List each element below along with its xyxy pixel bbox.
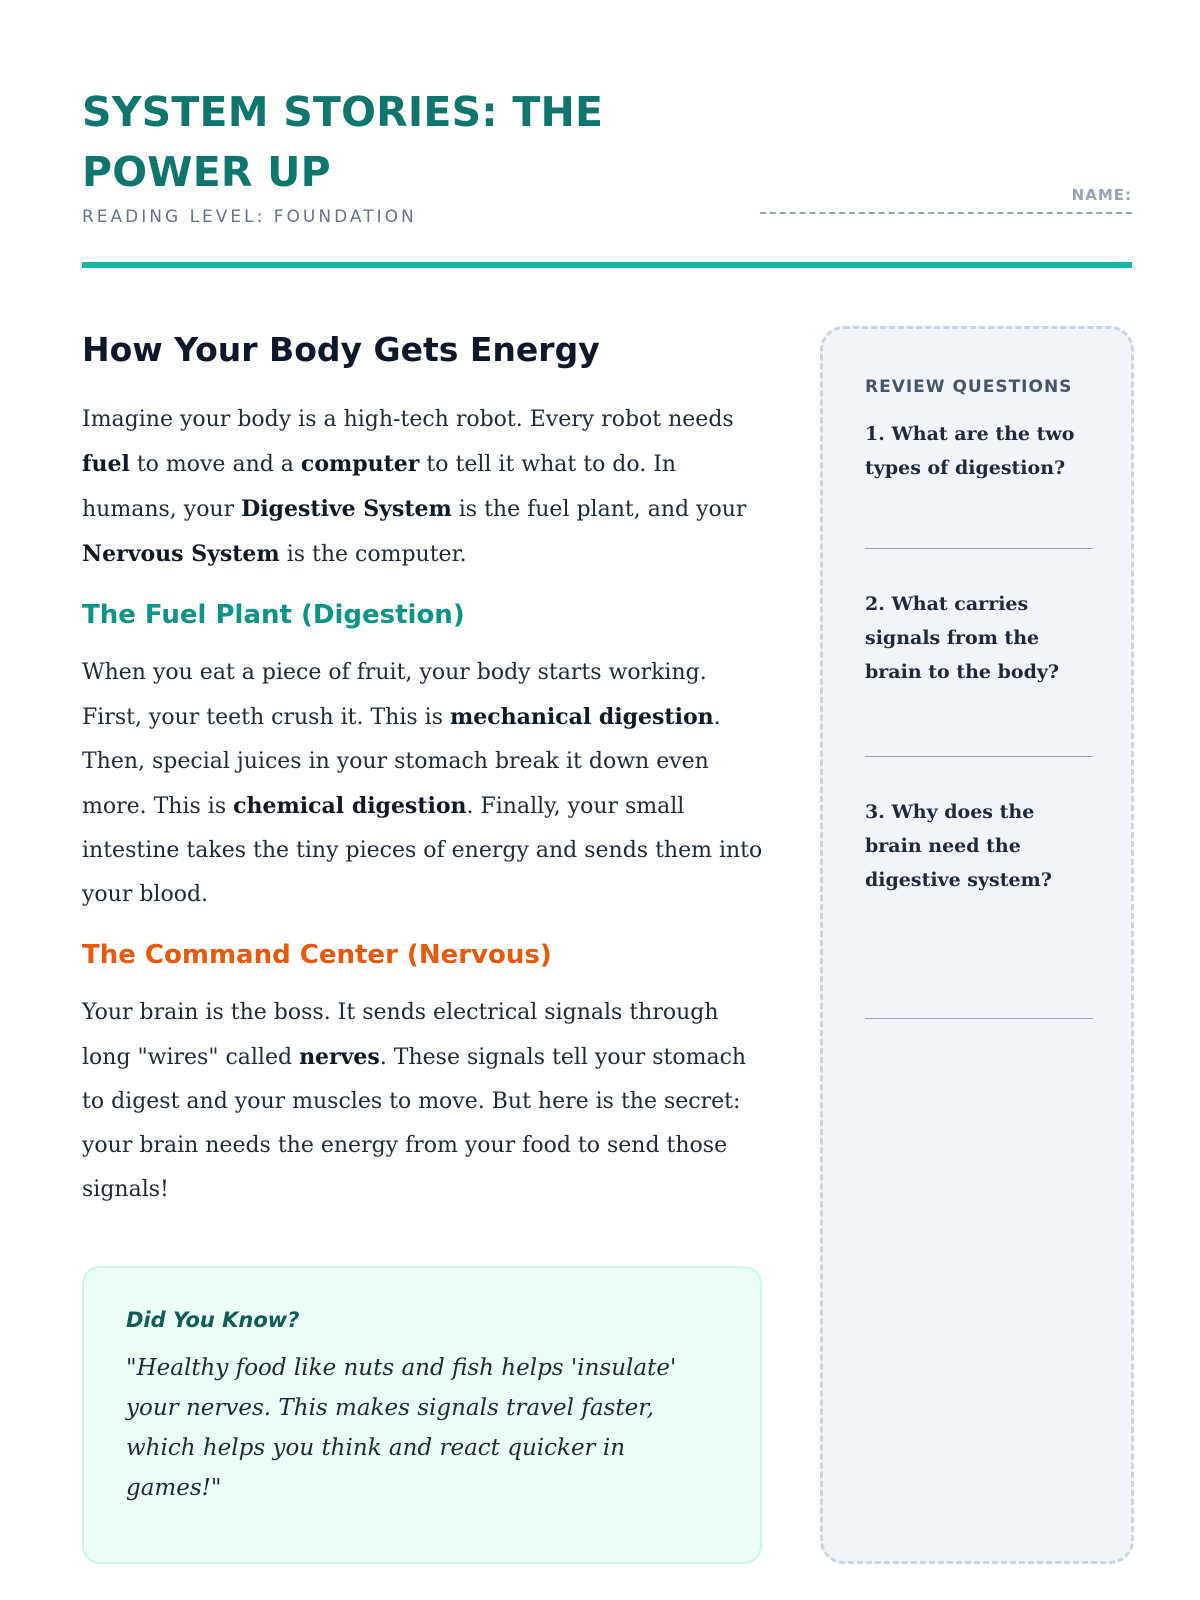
reading-level: READING LEVEL: FOUNDATION <box>82 207 417 227</box>
article-heading: How Your Body Gets Energy <box>82 330 600 369</box>
page-title: SYSTEM STORIES: THE POWER UP <box>82 88 604 196</box>
answer-line-2[interactable] <box>865 756 1093 757</box>
question-2: 2. What carries signals from the brain to the body? <box>865 593 1060 683</box>
section-heading-nervous: The Command Center (Nervous) <box>82 940 552 970</box>
name-field[interactable] <box>760 212 1132 214</box>
intro-paragraph: Imagine your body is a high-tech robot. Every robot needs fuel to move and a computer to tell it what to do. In humans, your Digestive System is the fuel plant, and your Nervous System is the computer. <box>82 407 747 567</box>
header-divider <box>82 262 1132 268</box>
name-label: NAME: <box>1071 186 1132 204</box>
did-you-know-box <box>82 1266 762 1564</box>
section-heading-digestion: The Fuel Plant (Digestion) <box>82 600 465 630</box>
did-you-know-quote: "Healthy food like nuts and fish helps 'insulate' your nerves. This makes signals travel faster, which helps you think and react quicker in games!" <box>126 1355 677 1501</box>
question-3: 3. Why does the brain need the digestive system? <box>865 801 1052 891</box>
did-you-know-title: Did You Know? <box>126 1308 300 1332</box>
answer-line-3[interactable] <box>865 1018 1093 1019</box>
review-questions-panel <box>820 326 1134 1564</box>
review-questions-title: REVIEW QUESTIONS <box>865 377 1073 397</box>
question-1: 1. What are the two types of digestion? <box>865 423 1075 479</box>
main-content <box>82 310 772 1232</box>
answer-line-1[interactable] <box>865 548 1093 549</box>
digestion-paragraph: When you eat a piece of fruit, your body starts working. First, your teeth crush it. This is mechanical digestion. Then, special juices in your stomach break it down even more. This is chemical digestion. Finally, your small intestine takes the tiny pieces of energy and sends them into your blood. <box>82 660 763 907</box>
nervous-paragraph: Your brain is the boss. It sends electrical signals through long "wires" called nerves. These signals tell your stomach to digest and your muscles to move. But here is the secret: your brain needs the energy from your food to send those signals! <box>82 1000 747 1202</box>
